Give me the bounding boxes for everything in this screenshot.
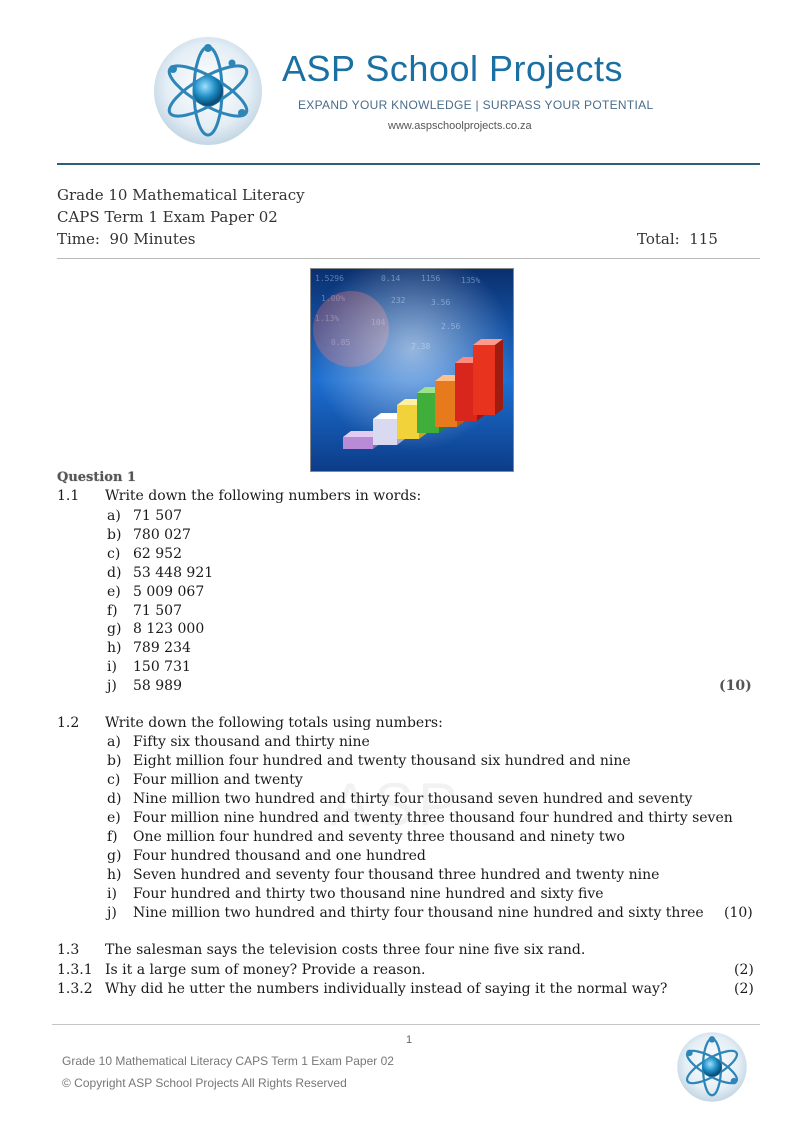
subquestion-number: 1.3.2	[57, 981, 93, 997]
total-value: 115	[689, 230, 718, 248]
item-label: e)	[107, 810, 121, 826]
paper-total	[637, 230, 718, 248]
time-value: 90 Minutes	[109, 230, 196, 248]
item-text: Eight million four hundred and twenty thousand six hundred and nine	[133, 753, 631, 769]
item-label: g)	[107, 848, 122, 864]
question-number: 1.1	[57, 488, 80, 504]
item-label: j)	[107, 678, 117, 694]
item-label: d)	[107, 791, 122, 807]
subquestion-text: Is it a large sum of money? Provide a reason.	[105, 962, 426, 978]
item-text: Nine million two hundred and thirty four thousand seven hundred and seventy	[133, 791, 693, 807]
item-label: j)	[107, 905, 117, 921]
item-text: 71 507	[133, 508, 182, 524]
marks-value: (2)	[734, 962, 754, 978]
item-text: Seven hundred and seventy four thousand three hundred and twenty nine	[133, 867, 660, 883]
footer-paper-line: Grade 10 Mathematical Literacy CAPS Term 1 Exam Paper 02	[62, 1054, 394, 1068]
info-divider	[57, 258, 760, 259]
item-text: Nine million two hundred and thirty four thousand nine hundred and sixty three	[133, 905, 704, 921]
item-label: g)	[107, 621, 122, 637]
question-title: Question 1	[57, 470, 137, 485]
item-label: i)	[107, 886, 117, 902]
item-text: Four hundred and thirty two thousand nine hundred and sixty five	[133, 886, 604, 902]
item-text: 71 507	[133, 603, 182, 619]
item-text: Four million nine hundred and twenty three thousand four hundred and thirty seven	[133, 810, 733, 826]
brand-tagline: EXPAND YOUR KNOWLEDGE | SURPASS YOUR POTENTIAL	[298, 98, 654, 112]
paper-name: CAPS Term 1 Exam Paper 02	[57, 208, 278, 226]
paper-subject: Grade 10 Mathematical Literacy	[57, 186, 305, 204]
item-text: 789 234	[133, 640, 191, 656]
paper-time	[57, 230, 195, 248]
atom-logo-small-icon	[676, 1031, 748, 1103]
item-label: c)	[107, 772, 121, 788]
question-text: The salesman says the television costs three four nine five six rand.	[105, 942, 586, 958]
item-text: Four million and twenty	[133, 772, 303, 788]
watermark: ASP	[330, 771, 463, 838]
total-label: Total:	[637, 230, 680, 248]
brand-title: ASP School Projects	[282, 48, 624, 89]
item-text: 58 989	[133, 678, 182, 694]
item-label: c)	[107, 546, 121, 562]
item-text: Fifty six thousand and thirty nine	[133, 734, 370, 750]
finance-bar-chart-image	[310, 268, 514, 472]
marks-value: (10)	[719, 678, 752, 694]
item-text: Four hundred thousand and one hundred	[133, 848, 426, 864]
item-label: h)	[107, 867, 122, 883]
item-label: d)	[107, 565, 122, 581]
page-number: 1	[406, 1034, 413, 1046]
item-text: 150 731	[133, 659, 191, 675]
subquestion-text: Why did he utter the numbers individually instead of saying it the normal way?	[105, 981, 668, 997]
item-text: 53 448 921	[133, 565, 214, 581]
item-label: f)	[107, 603, 118, 619]
subquestion-number: 1.3.1	[57, 962, 93, 978]
footer-copyright: © Copyright ASP School Projects All Rights Reserved	[62, 1076, 347, 1090]
item-label: e)	[107, 584, 121, 600]
atom-logo-icon	[152, 35, 264, 147]
item-text: 5 009 067	[133, 584, 205, 600]
marks-value: (10)	[724, 905, 753, 921]
question-text: Write down the following numbers in words:	[105, 488, 422, 504]
question-number: 1.3	[57, 942, 80, 958]
question-number: 1.2	[57, 715, 80, 731]
item-text: One million four hundred and seventy three thousand and ninety two	[133, 829, 625, 845]
item-label: a)	[107, 508, 121, 524]
item-label: i)	[107, 659, 117, 675]
item-label: h)	[107, 640, 122, 656]
time-label: Time:	[57, 230, 100, 248]
item-text: 62 952	[133, 546, 182, 562]
item-label: a)	[107, 734, 121, 750]
footer-divider	[52, 1024, 760, 1025]
item-text: 780 027	[133, 527, 191, 543]
marks-value: (2)	[734, 981, 754, 997]
item-text: 8 123 000	[133, 621, 205, 637]
item-label: b)	[107, 753, 122, 769]
item-label: b)	[107, 527, 122, 543]
header-divider	[57, 163, 760, 165]
item-label: f)	[107, 829, 118, 845]
question-text: Write down the following totals using numbers:	[105, 715, 443, 731]
brand-url[interactable]: www.aspschoolprojects.co.za	[388, 120, 532, 132]
